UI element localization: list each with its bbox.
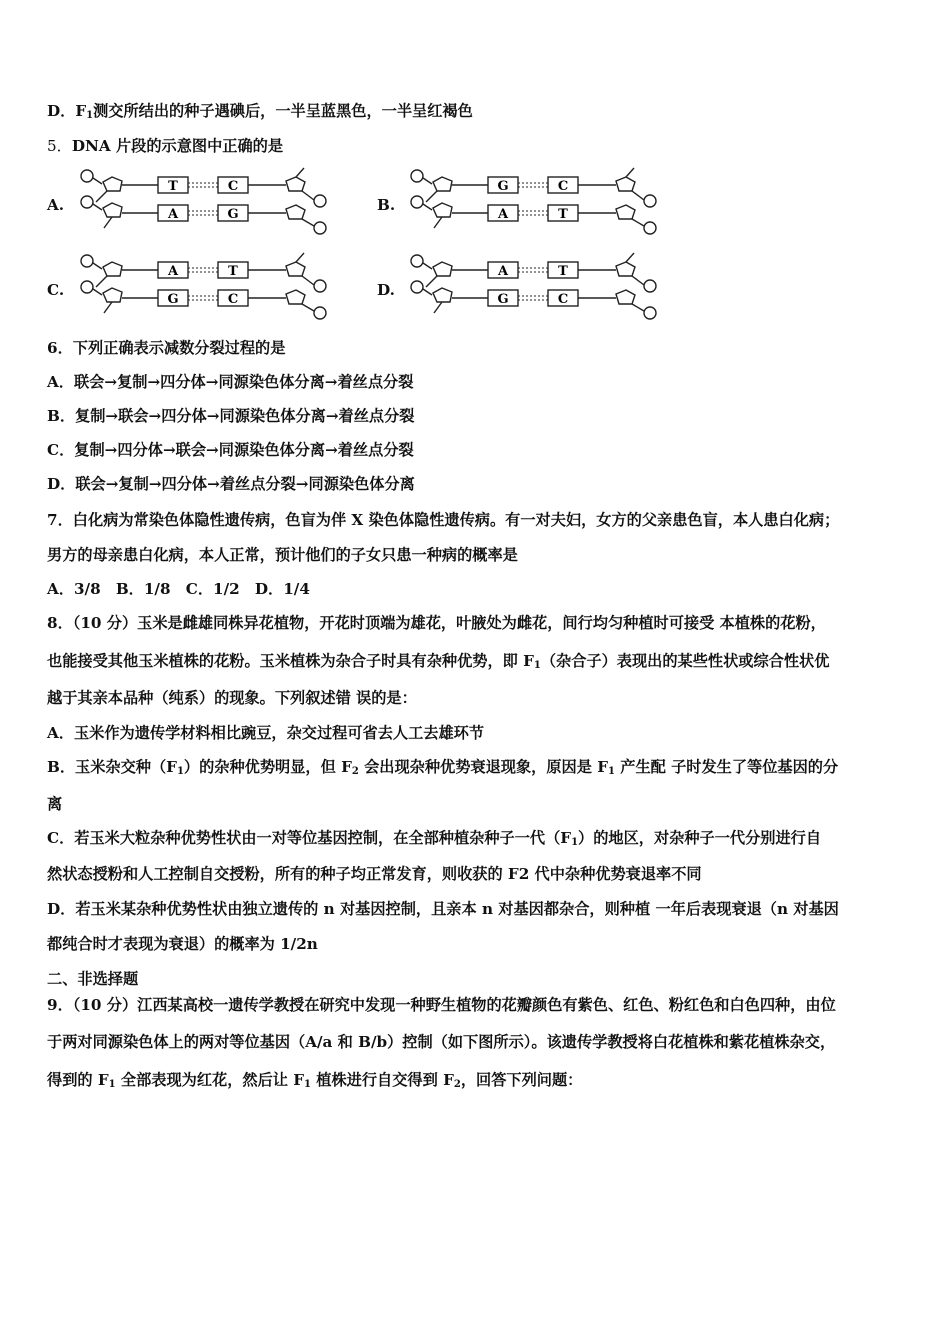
q8-option-a: A．玉米作为遗传学材料相比豌豆，杂交过程可省去人工去雄环节 (47, 724, 485, 742)
q6-stem: 6．下列正确表示减数分裂过程的是 (47, 339, 286, 357)
q8-option-d-cont: 都纯合时才表现为衰退）的概率为 1/2n (47, 935, 318, 953)
q6-option-c: C．复制→四分体→联会→同源染色体分离→着丝点分裂 (47, 441, 414, 459)
base-label: G (497, 179, 509, 194)
base-label: C (557, 292, 569, 307)
q5-option-c-label: C. (47, 281, 65, 299)
phosphate-icon (81, 170, 93, 182)
q8-option-b: B．玉米杂交种$(F_1)$的杂种优势明显，但 $F_2$ 会出现杂种优势衰退现象，原因是 $F_1$ 产生配 子时发生了等位基因的分 (47, 758, 839, 777)
dna-diagram-a (74, 166, 336, 236)
q6-option-a: A．联会→复制→四分体→同源染色体分离→着丝点分裂 (47, 373, 414, 391)
q5-stem: 5．DNA 片段的示意图中正确的是 (47, 137, 284, 155)
base-label: A (167, 264, 179, 279)
q8-option-d: D．若玉米某杂种优势性状由独立遗传的 n 对基因控制，且亲本 n 对基因都杂合，则种植 一年后表现衰退（n 对基因 (47, 900, 839, 918)
q5-option-a-label: A. (47, 196, 65, 214)
base-label: G (167, 292, 179, 307)
q8-stem-line3: 越于其亲本品种（纯系）的现象。下列叙述错 误的是： (47, 689, 417, 707)
deoxyribose-icon (103, 177, 122, 191)
base-label: C (557, 179, 569, 194)
q9-stem-line3: 得到的 $F_1$ 全部表现为红花，然后让 $F_1$ 植株进行自交得到 $F_2$，回答下列问题： (47, 1071, 583, 1090)
dna-diagram-b (404, 166, 666, 236)
q9-stem-line1: 9．（10 分）江西某高校一遗传学教授在研究中发现一种野生植物的花瓣颜色有紫色、红色、粉红色和白色四种，由位 (47, 996, 836, 1014)
q8-option-c: C．若玉米大粒杂种优势性状由一对等位基因控制，在全部种植杂种子一代$(F_1)$的地区，对杂种子一代分别进行自 (47, 829, 822, 848)
q7-stem-line2: 男方的母亲患白化病，本人正常，预计他们的子女只患一种病的概率是 (47, 546, 518, 564)
base-label: G (497, 292, 509, 307)
base-label: A (167, 207, 179, 222)
dna-diagram-c (74, 251, 336, 321)
q7-stem-line1: 7．白化病为常染色体隐性遗传病，色盲为伴 X 染色体隐性遗传病。有一对夫妇，女方的父亲患色盲，本人患白化病； (47, 511, 840, 529)
base-label: T (558, 207, 568, 222)
q5-option-d-label: D. (377, 281, 395, 299)
base-label: C (227, 179, 239, 194)
q8-option-b-cont: 离 (47, 795, 63, 813)
base-label: A (497, 207, 509, 222)
dna-diagram-d (404, 251, 666, 321)
base-label: T (558, 264, 568, 279)
q4-option-d: D．$F_1$测交所结出的种子遇碘后，一半呈蓝黑色，一半呈红褐色 (47, 102, 473, 121)
q8-stem-line2: 也能接受其他玉米植株的花粉。玉米植株为杂合子时具有杂种优势，即 $F_1$（杂合子）表现出的某些性状或综合性状优 (47, 652, 830, 671)
base-label: C (227, 292, 239, 307)
q7-options: A．3/8 B．1/8 C．1/2 D．1/4 (47, 580, 310, 598)
base-label: T (168, 179, 178, 194)
q5-option-b-label: B. (377, 196, 396, 214)
q8-option-c-cont: 然状态授粉和人工控制自交授粉，所有的种子均正常发育，则收获的 F2 代中杂种优势衰退率不同 (47, 865, 702, 883)
q8-stem-line1: 8．（10 分）玉米是雌雄同株异花植物，开花时顶端为雄花，叶腋处为雌花，间行均匀种植时可接受 本植株的花粉， (47, 614, 826, 632)
q9-stem-line2: 于两对同源染色体上的两对等位基因（A/a 和 B/b）控制（如下图所示）。该遗传学教授将白花植株和紫花植株杂交， (47, 1033, 836, 1051)
base-label: T (228, 264, 238, 279)
q6-option-b: B．复制→联会→四分体→同源染色体分离→着丝点分裂 (47, 407, 415, 425)
base-label: G (227, 207, 239, 222)
section-heading: 二、非选择题 (47, 970, 139, 988)
q6-option-d: D．联会→复制→四分体→着丝点分裂→同源染色体分离 (47, 475, 415, 493)
base-label: A (497, 264, 509, 279)
